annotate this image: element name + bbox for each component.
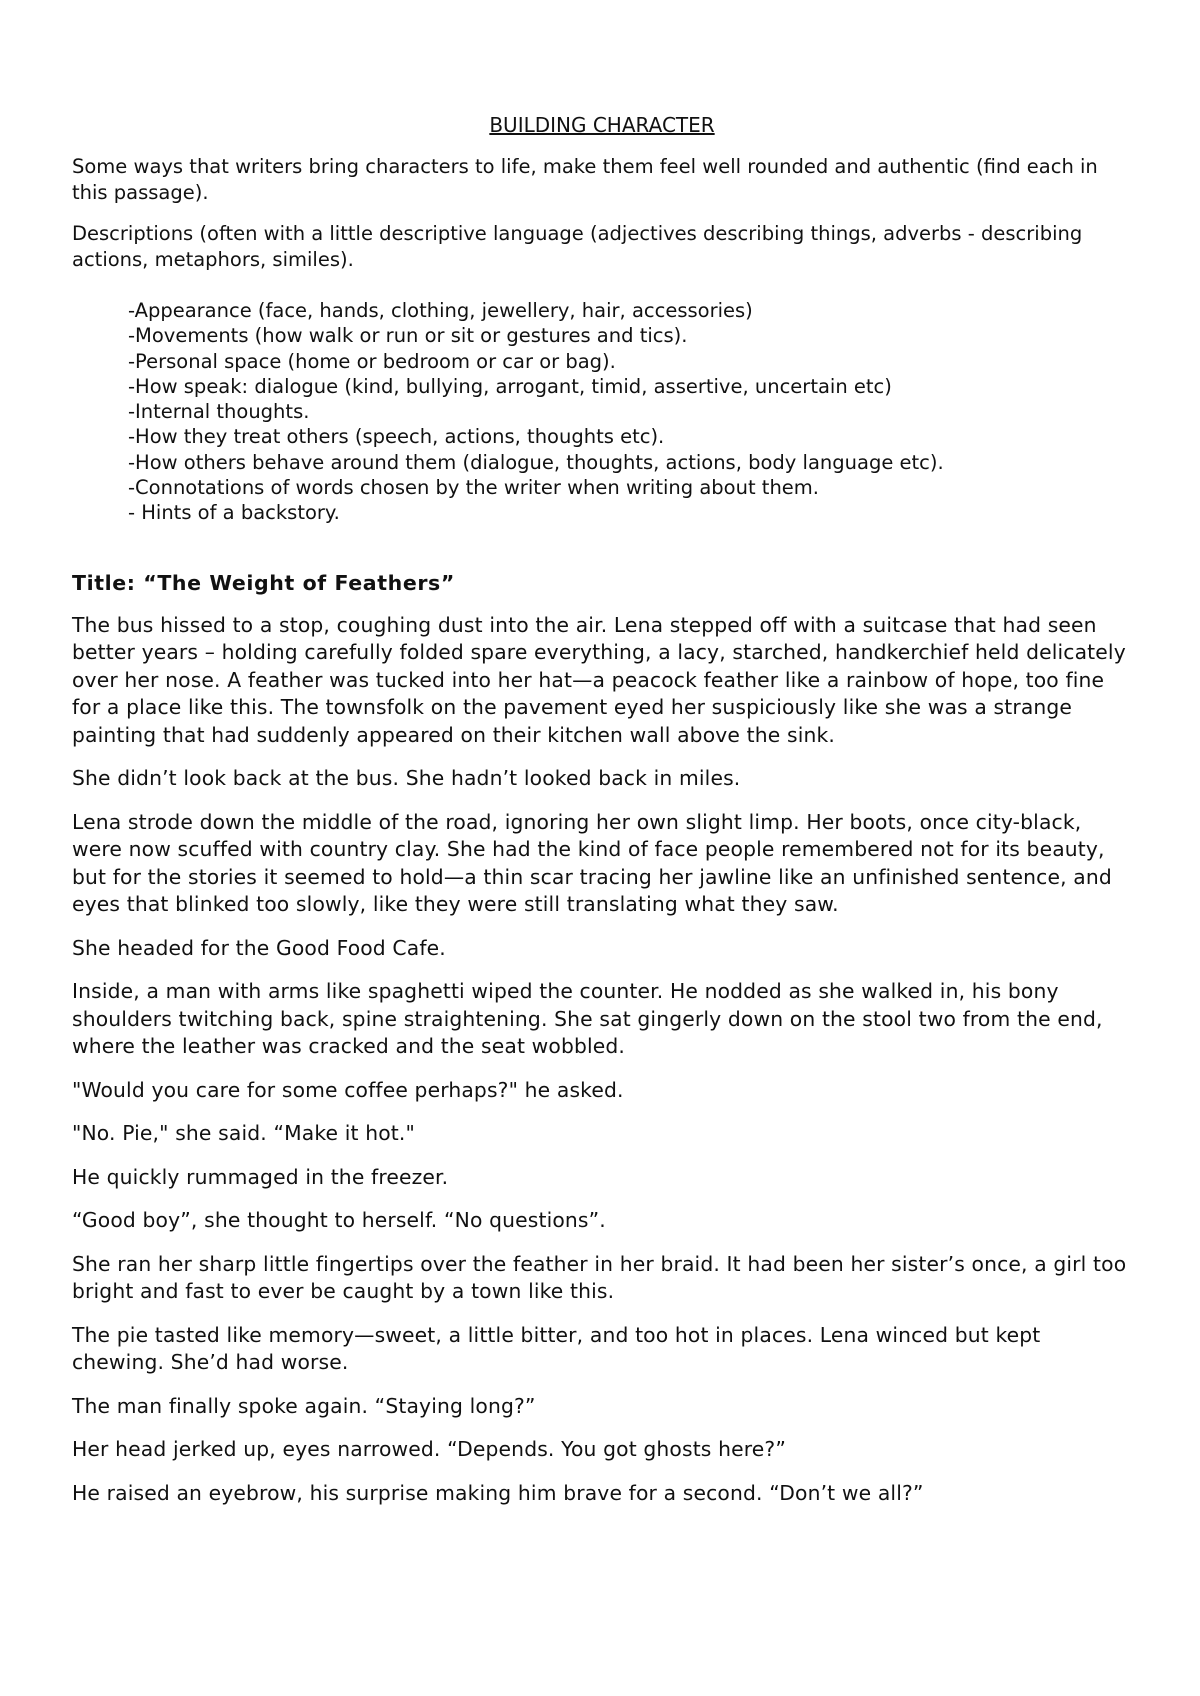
story-paragraph: She headed for the Good Food Cafe. — [72, 935, 446, 960]
technique-list — [128, 298, 1132, 526]
story-paragraph: He quickly rummaged in the freezer. — [72, 1164, 449, 1189]
story-paragraph: Inside, a man with arms like spaghetti wiped the counter. He nodded as she walked in, his bony shoulders twitching back, spine straightening. She sat gingerly down on the stool two from the end, where the leather was cracked and the seat wobbled. — [72, 979, 1103, 1059]
technique-item: -Personal space (home or bedroom or car or bag). — [128, 349, 616, 373]
story-paragraph: The man finally spoke again. “Staying long?” — [72, 1393, 536, 1418]
technique-item: -How they treat others (speech, actions, thoughts etc). — [128, 425, 665, 449]
document-title: BUILDING CHARACTER — [489, 113, 715, 137]
intro-paragraph: Descriptions (often with a little descriptive language (adjectives describing things, adverbs - describing actions, metaphors, similes). — [72, 222, 1083, 271]
story-title: Title: “The Weight of Feathers” — [72, 570, 455, 595]
story-paragraph: She ran her sharp little fingertips over the feather in her braid. It had been her sister’s once, a girl too bright and fast to ever be caught by a town like this. — [72, 1251, 1127, 1304]
technique-item: -How speak: dialogue (kind, bullying, arrogant, timid, assertive, uncertain etc) — [128, 374, 892, 398]
story-paragraph: She didn’t look back at the bus. She hadn’t looked back in miles. — [72, 766, 741, 791]
story-paragraph: The bus hissed to a stop, coughing dust into the air. Lena stepped off with a suitcase that had seen better years – holding carefully folded spare everything, a lacy, starched, handkerchief held delicately over her nose. A feather was tucked into her hat—a peacock feather like a rainbow of hope, too fine for a place like this. The townsfolk on the pavement eyed her suspiciously like she was a strange painting that had suddenly appeared on their kitchen wall above the sink. — [72, 612, 1126, 747]
story-paragraph: He raised an eyebrow, his surprise making him brave for a second. “Don’t we all?” — [72, 1480, 924, 1505]
story-body — [72, 612, 1132, 1508]
story-paragraph: Her head jerked up, eyes narrowed. “Depends. You got ghosts here?” — [72, 1437, 786, 1462]
technique-item: - Hints of a backstory. — [128, 501, 340, 525]
story-paragraph: Lena strode down the middle of the road, ignoring her own slight limp. Her boots, once city-black, were now scuffed with country clay. She had the kind of face people remembered not for its beauty, but for the stories it seemed to hold—a thin scar tracing her jawline like an unfinished sentence, and eyes that blinked too slowly, like they were still translating what they saw. — [72, 809, 1112, 917]
story-paragraph: “Good boy”, she thought to herself. “No questions”. — [72, 1208, 606, 1233]
technique-item: -Appearance (face, hands, clothing, jewellery, hair, accessories) — [128, 299, 753, 322]
story-paragraph: "Would you care for some coffee perhaps?" he asked. — [72, 1077, 624, 1102]
story-paragraph: The pie tasted like memory—sweet, a little bitter, and too hot in places. Lena winced but kept chewing. She’d had worse. — [72, 1322, 1041, 1375]
document-page — [72, 112, 1132, 1523]
technique-item: -Connotations of words chosen by the writer when writing about them. — [128, 476, 820, 500]
technique-item: -Movements (how walk or run or sit or gestures and tics). — [128, 324, 688, 348]
technique-item: -Internal thoughts. — [128, 400, 310, 424]
technique-item: -How others behave around them (dialogue, thoughts, actions, body language etc). — [128, 450, 944, 474]
intro-section — [72, 154, 1132, 272]
intro-paragraph: Some ways that writers bring characters to life, make them feel well rounded and authentic (find each in this passage). — [72, 155, 1098, 204]
story-paragraph: "No. Pie," she said. “Make it hot." — [72, 1121, 415, 1146]
